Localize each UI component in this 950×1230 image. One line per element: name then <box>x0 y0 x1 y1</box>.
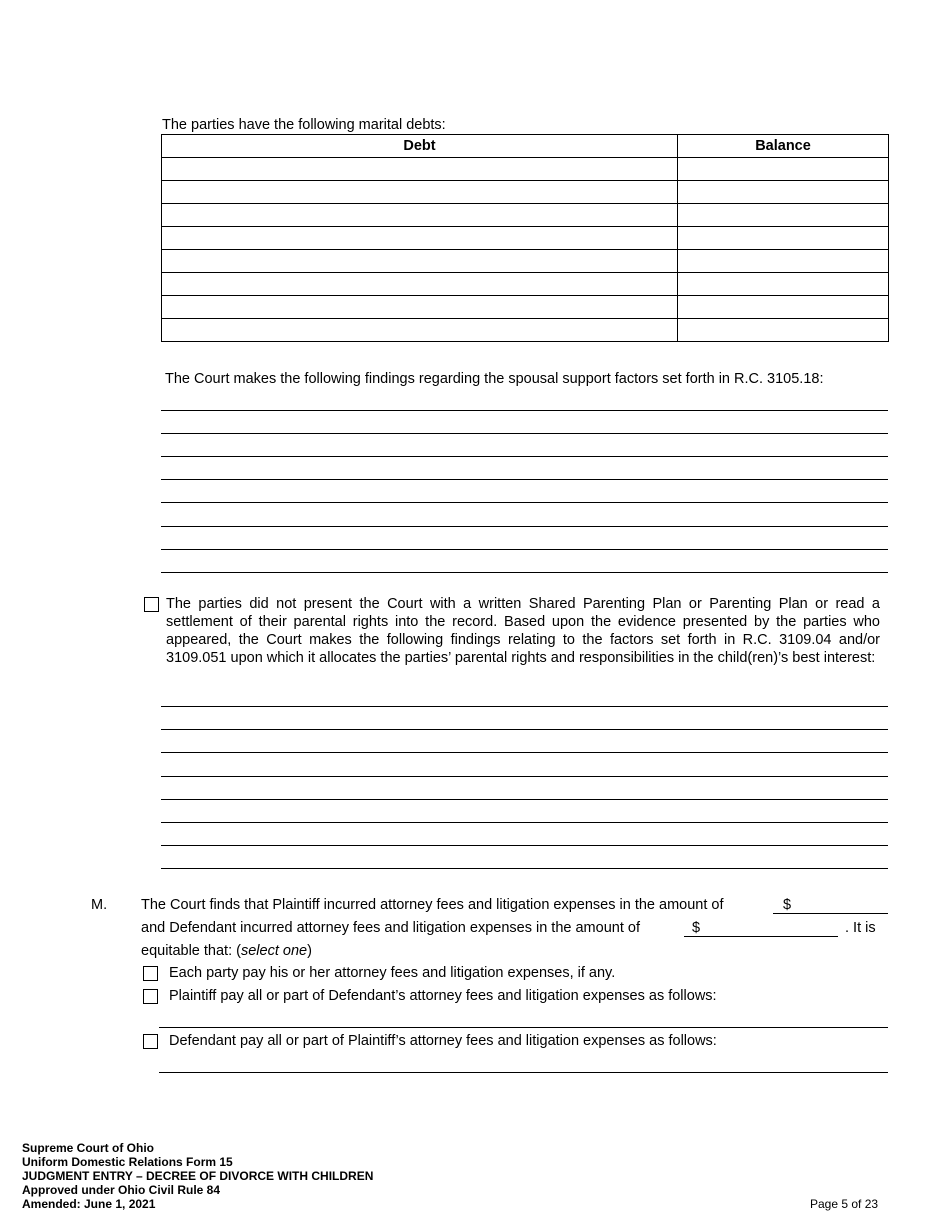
debt-cell[interactable] <box>162 319 678 342</box>
footer-form-number: Uniform Domestic Relations Form 15 <box>22 1155 233 1169</box>
debt-cell[interactable] <box>162 250 678 273</box>
instruction-select-one: select one <box>240 943 308 959</box>
balance-cell[interactable] <box>678 158 889 181</box>
defendant-fees-end: . It is <box>845 920 876 936</box>
balance-column-header: Balance <box>678 135 889 158</box>
instruction-prefix: equitable that: ( <box>141 943 241 959</box>
plaintiff-pay-details-line[interactable] <box>159 1027 888 1028</box>
defendant-fees-amount-field[interactable] <box>684 936 838 937</box>
table-row <box>162 273 889 296</box>
plaintiff-fees-text: The Court finds that Plaintiff incurred attorney fees and litigation expenses in the amount of <box>141 897 724 913</box>
spousal-support-line[interactable] <box>161 502 888 503</box>
balance-cell[interactable] <box>678 204 889 227</box>
page-number: Page 5 of 23 <box>810 1197 879 1211</box>
balance-cell[interactable] <box>678 250 889 273</box>
debt-cell[interactable] <box>162 181 678 204</box>
debt-cell[interactable] <box>162 227 678 250</box>
each-party-pay-label: Each party pay his or her attorney fees and litigation expenses, if any. <box>169 965 616 981</box>
table-row <box>162 296 889 319</box>
balance-cell[interactable] <box>678 296 889 319</box>
section-letter: M. <box>91 897 108 913</box>
table-row <box>162 158 889 181</box>
marital-debts-table <box>161 134 889 342</box>
parenting-findings-line[interactable] <box>161 845 888 846</box>
spousal-support-line[interactable] <box>161 526 888 527</box>
parenting-findings-checkbox[interactable] <box>144 597 159 612</box>
spousal-support-line[interactable] <box>161 479 888 480</box>
table-row <box>162 250 889 273</box>
debts-intro: The parties have the following marital debts: <box>162 117 446 133</box>
table-row <box>162 319 889 342</box>
parenting-findings-line[interactable] <box>161 776 888 777</box>
footer-court: Supreme Court of Ohio <box>22 1141 154 1155</box>
plaintiff-pay-checkbox[interactable] <box>143 989 158 1004</box>
balance-cell[interactable] <box>678 319 889 342</box>
plaintiff-fees-amount-field[interactable] <box>773 913 888 914</box>
debt-cell[interactable] <box>162 296 678 319</box>
footer-amended: Amended: June 1, 2021 <box>22 1197 156 1211</box>
debt-cell[interactable] <box>162 204 678 227</box>
form-footer <box>22 1141 373 1211</box>
debt-cell[interactable] <box>162 158 678 181</box>
parenting-findings-line[interactable] <box>161 706 888 707</box>
spousal-support-line[interactable] <box>161 572 888 573</box>
parenting-findings-line[interactable] <box>161 752 888 753</box>
parenting-findings-line[interactable] <box>161 868 888 869</box>
defendant-pay-label: Defendant pay all or part of Plaintiff’s attorney fees and litigation expenses as follows: <box>169 1033 717 1049</box>
spousal-support-line[interactable] <box>161 456 888 457</box>
parenting-findings-text: The parties did not present the Court with a written Shared Parenting Plan or Parenting Plan or read a settlement of their parental rights into the record. Based upon the evidence presented by the parties who appeared, the Court makes the following findings relating to the factors set forth in R.C. 3109.04 and/or 3109.051 upon which it allocates the parties’ parental rights and responsibilities in the child(ren)’s best interest: <box>166 596 880 666</box>
balance-cell[interactable] <box>678 273 889 296</box>
debt-column-header: Debt <box>162 135 678 158</box>
defendant-pay-checkbox[interactable] <box>143 1034 158 1049</box>
defendant-fees-currency: $ <box>692 920 701 936</box>
debt-cell[interactable] <box>162 273 678 296</box>
footer-form-title: JUDGMENT ENTRY – DECREE OF DIVORCE WITH CHILDREN <box>22 1169 374 1183</box>
spousal-support-line[interactable] <box>161 433 888 434</box>
footer-approval: Approved under Ohio Civil Rule 84 <box>22 1183 221 1197</box>
spousal-support-findings-label: The Court makes the following findings regarding the spousal support factors set forth in R.C. 3105.18: <box>165 371 824 387</box>
each-party-pay-checkbox[interactable] <box>143 966 158 981</box>
spousal-support-line[interactable] <box>161 410 888 411</box>
select-one-instruction <box>141 942 312 960</box>
parenting-findings-line[interactable] <box>161 729 888 730</box>
spousal-support-line[interactable] <box>161 549 888 550</box>
parenting-findings-line[interactable] <box>161 799 888 800</box>
plaintiff-pay-label: Plaintiff pay all or part of Defendant’s attorney fees and litigation expenses as follows: <box>169 988 717 1004</box>
plaintiff-fees-currency: $ <box>783 897 792 913</box>
parenting-findings-line[interactable] <box>161 822 888 823</box>
defendant-pay-details-line[interactable] <box>159 1072 888 1073</box>
instruction-suffix: ) <box>307 943 312 959</box>
table-row <box>162 181 889 204</box>
defendant-fees-text: and Defendant incurred attorney fees and litigation expenses in the amount of <box>141 920 640 936</box>
table-row <box>162 227 889 250</box>
table-row <box>162 204 889 227</box>
balance-cell[interactable] <box>678 181 889 204</box>
balance-cell[interactable] <box>678 227 889 250</box>
table-header-row <box>162 135 889 158</box>
